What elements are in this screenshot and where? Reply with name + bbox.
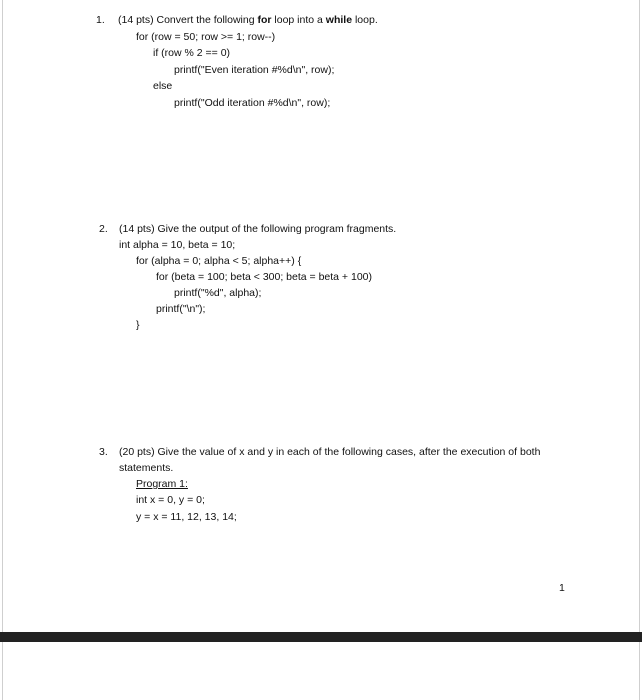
- q2-code-line: int alpha = 10, beta = 10;: [119, 239, 236, 251]
- q3-code-line: int x = 0, y = 0;: [136, 494, 205, 506]
- q1-code-line: for (row = 50; row >= 1; row--): [136, 31, 276, 43]
- q2-code-line: }: [136, 319, 140, 331]
- q1-code-line: printf("Odd iteration #%d\n", row);: [174, 97, 331, 109]
- q2-code-line: printf("\n");: [156, 303, 206, 315]
- q2-code-line: for (beta = 100; beta < 300; beta = beta + 100): [156, 271, 372, 283]
- q1-prompt: (14 pts) Convert the following for loop into a while loop.: [118, 14, 378, 26]
- next-page: [2, 642, 640, 700]
- q3-program-label: Program 1:: [136, 478, 188, 490]
- q3-prompt-line2: statements.: [119, 462, 174, 474]
- q1-code-line: printf("Even iteration #%d\n", row);: [174, 64, 335, 76]
- page-divider: [0, 632, 642, 642]
- q3-code-line: y = x = 11, 12, 13, 14;: [136, 511, 237, 523]
- document-page: [2, 0, 640, 632]
- q2-number: 2.: [99, 223, 108, 235]
- q2-prompt: (14 pts) Give the output of the following program fragments.: [119, 223, 397, 235]
- q3-prompt-line1: (20 pts) Give the value of x and y in each of the following cases, after the execution of both: [119, 446, 541, 458]
- q1-number: 1.: [96, 14, 105, 26]
- q3-number: 3.: [99, 446, 108, 458]
- q1-code-line: if (row % 2 == 0): [153, 47, 231, 59]
- q1-code-line: else: [153, 80, 173, 92]
- page-number: 1: [559, 582, 565, 594]
- q2-code-line: printf("%d", alpha);: [174, 287, 262, 299]
- q2-code-line: for (alpha = 0; alpha < 5; alpha++) {: [136, 255, 302, 267]
